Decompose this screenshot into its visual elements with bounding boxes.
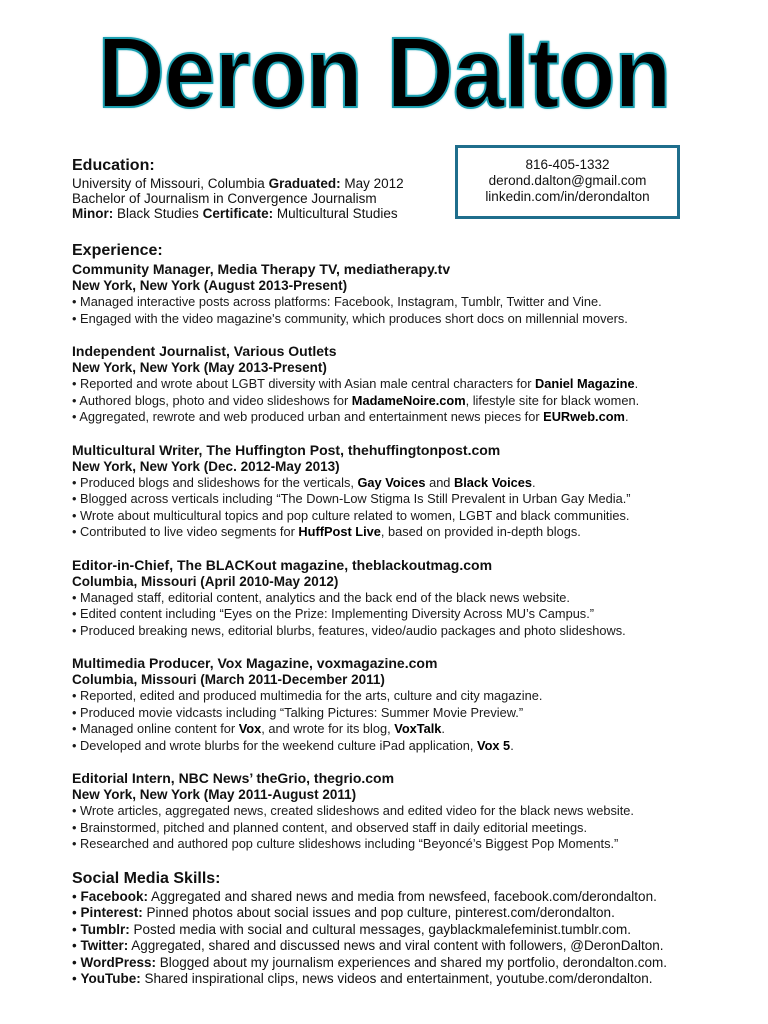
bullet-text: , and wrote for its blog,	[261, 721, 395, 736]
job-location: New York, New York (May 2013-Present)	[72, 360, 327, 375]
bullet-outlet-name: VoxTalk	[394, 721, 442, 736]
contact-box	[455, 145, 680, 219]
social-media-heading: Social Media Skills:	[72, 869, 221, 887]
social-media-item	[72, 922, 712, 939]
job-bullet	[72, 738, 712, 755]
job-bullet	[72, 688, 712, 705]
experience-entry	[72, 557, 712, 640]
social-platform-label: WordPress:	[80, 954, 157, 970]
social-platform-description: Aggregated, shared and discussed news and viral content with followers, @DeronDalton.	[128, 938, 664, 953]
job-bullet	[72, 606, 712, 623]
job-bullet	[72, 409, 712, 426]
bullet-text: • Managed staff, editorial content, analytics and the back end of the black news website.	[72, 589, 570, 605]
contact-phone: 816-405-1332	[525, 157, 610, 172]
social-platform-label: Pinterest:	[80, 905, 143, 920]
job-location: New York, New York (August 2013-Present)	[72, 278, 348, 293]
bullet-text: .	[441, 721, 445, 736]
social-media-item	[72, 938, 712, 955]
social-platform-description: Blogged about my journalism experiences and shared my portfolio, derondalton.com.	[156, 954, 668, 970]
bullet-text: • Managed interactive posts across platforms: Facebook, Instagram, Tumblr, Twitter and Vine.	[72, 294, 602, 309]
bullet-outlet-name: MadameNoire.com	[351, 392, 466, 408]
bullet-glyph: •	[72, 888, 81, 904]
education-school-line	[72, 176, 442, 191]
bullet-glyph: •	[72, 921, 81, 937]
bullet-glyph: •	[72, 905, 81, 920]
education-heading: Education:	[72, 157, 155, 174]
graduated-label: Graduated:	[268, 176, 341, 191]
social-media-list	[72, 889, 712, 988]
bullet-text: • Reported and wrote about LGBT diversity with Asian male central characters for	[72, 376, 536, 391]
resume-name-heading: Deron Dalton	[97, 17, 671, 129]
certificate-value: Multicultural Studies	[276, 206, 398, 221]
bullet-glyph: •	[72, 971, 81, 986]
bullet-text: • Wrote about multicultural topics and pop culture related to women, LGBT and black communities.	[72, 507, 630, 523]
experience-entry	[72, 343, 712, 426]
bullet-text: and	[425, 474, 454, 490]
contact-email: derond.dalton@gmail.com	[488, 173, 647, 188]
bullet-outlet-name: Gay Voices	[357, 474, 426, 490]
bullet-text: .	[624, 409, 629, 424]
bullet-text: • Brainstormed, pitched and planned content, and observed staff in daily editorial meetings.	[72, 819, 588, 835]
bullet-text: • Blogged across verticals including “The Down-Low Stigma Is Still Prevalent in Urban Gay Media.”	[72, 491, 631, 506]
job-title: Community Manager, Media Therapy TV, mediatherapy.tv	[72, 261, 451, 277]
social-platform-description: Posted media with social and cultural messages, gayblackmalefeminist.tumblr.com.	[129, 921, 631, 937]
job-title: Multimedia Producer, Vox Magazine, voxmagazine.com	[72, 655, 438, 671]
bullet-glyph: •	[72, 938, 81, 953]
bullet-text: • Reported, edited and produced multimedia for the arts, culture and city magazine.	[72, 688, 543, 703]
job-bullet	[72, 721, 712, 738]
job-title: Editorial Intern, NBC News’ theGrio, thegrio.com	[72, 770, 395, 786]
bullet-outlet-name: Vox	[238, 721, 262, 736]
minor-value: Black Studies	[117, 206, 199, 221]
social-platform-label: Facebook:	[80, 888, 148, 904]
job-title: Editor-in-Chief, The BLACKout magazine, theblackoutmag.com	[72, 556, 493, 573]
experience-entry	[72, 655, 712, 754]
experience-entry	[72, 770, 712, 853]
bullet-glyph: •	[72, 954, 81, 970]
experience-heading: Experience:	[72, 242, 163, 259]
education-minor-line	[72, 206, 442, 221]
job-bullet	[72, 623, 712, 640]
job-title: Multicultural Writer, The Huffington Post, thehuffingtonpost.com	[72, 441, 501, 458]
experience-and-skills	[72, 241, 712, 988]
job-bullet	[72, 475, 712, 492]
bullet-outlet-name: Black Voices	[453, 474, 532, 490]
bullet-text: • Produced blogs and slideshows for the verticals,	[72, 474, 358, 490]
bullet-text: , lifestyle site for black women.	[465, 392, 640, 408]
bullet-text: • Contributed to live video segments for	[72, 524, 299, 539]
social-platform-label: Tumblr:	[80, 921, 130, 937]
bullet-text: • Engaged with the video magazine's community, which produces short docs on millennial movers.	[72, 310, 628, 326]
experience-list	[72, 261, 712, 853]
bullet-text: • Aggregated, rewrote and web produced urban and entertainment news pieces for	[72, 409, 544, 424]
job-location: New York, New York (May 2011-August 2011)	[72, 787, 357, 802]
experience-entry	[72, 261, 712, 327]
job-bullet	[72, 311, 712, 328]
job-bullet	[72, 491, 712, 508]
job-bullet	[72, 376, 712, 393]
contact-linkedin: linkedin.com/in/derondalton	[485, 189, 650, 204]
bullet-text: • Researched and authored pop culture slideshows including “Beyoncé’s Biggest Pop Moments.”	[72, 836, 619, 851]
certificate-label: Certificate:	[202, 206, 274, 221]
bullet-outlet-name: HuffPost Live	[298, 524, 381, 539]
job-location: Columbia, Missouri (March 2011-December 2011)	[72, 672, 385, 687]
job-bullet	[72, 803, 712, 820]
education-degree: Bachelor of Journalism in Convergence Journalism	[72, 191, 377, 206]
job-bullet	[72, 705, 712, 722]
bullet-text: .	[532, 474, 536, 490]
bullet-text: • Authored blogs, photo and video slideshows for	[72, 392, 352, 408]
bullet-text: • Produced movie vidcasts including “Talking Pictures: Summer Movie Preview.”	[72, 704, 524, 720]
bullet-outlet-name: Vox 5	[476, 737, 511, 753]
social-platform-description: Aggregated and shared news and media from newsfeed, facebook.com/derondalton.	[148, 888, 657, 904]
bullet-text: • Developed and wrote blurbs for the weekend culture iPad application,	[72, 737, 477, 753]
job-location: Columbia, Missouri (April 2010-May 2012)	[72, 573, 339, 589]
bullet-outlet-name: Daniel Magazine	[535, 376, 635, 391]
bullet-text: • Edited content including “Eyes on the Prize: Implementing Diversity Across MU’s Campus.”	[72, 606, 595, 621]
job-bullet	[72, 393, 712, 410]
job-bullet	[72, 508, 712, 525]
social-platform-description: Pinned photos about social issues and pop culture, pinterest.com/derondalton.	[142, 905, 615, 920]
job-bullet	[72, 294, 712, 311]
job-bullet	[72, 820, 712, 837]
social-platform-label: YouTube:	[80, 971, 141, 986]
social-media-item	[72, 955, 712, 972]
job-bullet	[72, 524, 712, 541]
job-title: Independent Journalist, Various Outlets	[72, 343, 337, 359]
job-bullet	[72, 836, 712, 853]
bullet-text: .	[634, 376, 639, 391]
school-name: University of Missouri, Columbia	[72, 176, 265, 191]
bullet-text: • Wrote articles, aggregated news, created slideshows and edited video for the black news website.	[72, 803, 634, 818]
bullet-text: , based on provided in-depth blogs.	[380, 524, 581, 539]
social-platform-label: Twitter:	[80, 938, 129, 953]
social-media-section	[72, 869, 712, 988]
social-media-item	[72, 889, 712, 906]
bullet-outlet-name: EURweb.com	[543, 409, 625, 424]
job-bullet	[72, 590, 712, 607]
education-section	[72, 156, 442, 221]
social-media-item	[72, 971, 712, 988]
social-media-item	[72, 905, 712, 922]
bullet-text: • Produced breaking news, editorial blurbs, features, video/audio packages and photo slideshows.	[72, 622, 626, 638]
social-platform-description: Shared inspirational clips, news videos and entertainment, youtube.com/derondalton.	[140, 971, 653, 986]
bullet-text: • Managed online content for	[72, 721, 239, 736]
bullet-text: .	[510, 737, 514, 753]
experience-entry	[72, 442, 712, 541]
minor-label: Minor:	[72, 206, 114, 221]
job-location: New York, New York (Dec. 2012-May 2013)	[72, 458, 340, 474]
graduated-value: May 2012	[344, 176, 404, 191]
